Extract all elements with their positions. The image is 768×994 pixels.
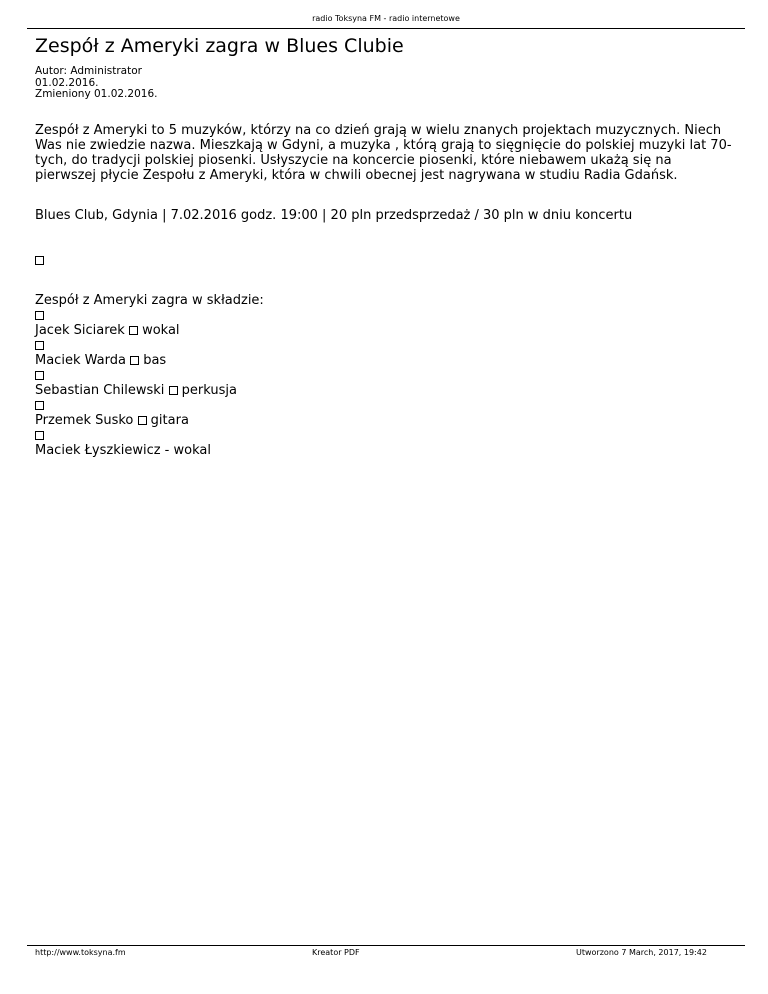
article-paragraph: Zespół z Ameryki to 5 muzyków, którzy na co dzień grają w wielu znanych projektach muzycznych. Niech Was nie zwiedzie nazwa. Mieszkają w Gdyni, a muzyka , którą grają to sięgnięcie do polskiej muzyki lat 70-tych, do tradycji polskiej piosenki. Usłyszycie na koncercie piosenki, które niebawem ukażą się na pierwszej płycie Zespołu z Ameryki, która w chwili obecnej jest nagrywana w studiu Radia Gdańsk. bbox=[35, 123, 732, 183]
placeholder-glyph-icon bbox=[35, 256, 44, 265]
page-header-site-title: radio Toksyna FM - radio internetowe bbox=[312, 14, 460, 23]
lineup-heading: Zespół z Ameryki zagra w składzie: bbox=[35, 293, 264, 308]
member-role: perkusja bbox=[181, 383, 237, 398]
placeholder-glyph-icon bbox=[130, 356, 139, 365]
date-line: 01.02.2016. bbox=[35, 76, 99, 89]
footer-created-timestamp: Utworzono 7 March, 2017, 19:42 bbox=[576, 948, 707, 957]
lineup-separator bbox=[35, 428, 735, 443]
footer-generator: Kreator PDF bbox=[312, 948, 360, 957]
member-name: Maciek Warda bbox=[35, 353, 126, 368]
placeholder-glyph-icon bbox=[35, 371, 44, 380]
footer-url-link[interactable]: http://www.toksyna.fm bbox=[35, 948, 126, 957]
footer-divider bbox=[27, 945, 745, 946]
placeholder-glyph-icon bbox=[35, 311, 44, 320]
lineup-member bbox=[35, 323, 735, 338]
lineup-member bbox=[35, 353, 735, 368]
lineup-member bbox=[35, 413, 735, 428]
lineup-member: Maciek Łyszkiewicz - wokal bbox=[35, 443, 211, 458]
article-title: Zespół z Ameryki zagra w Blues Clubie bbox=[35, 35, 404, 57]
missing-glyph-box bbox=[35, 253, 735, 268]
member-role: gitara bbox=[150, 413, 189, 428]
placeholder-glyph-icon bbox=[129, 326, 138, 335]
member-role: bas bbox=[143, 353, 167, 368]
author-line: Autor: Administrator bbox=[35, 65, 142, 77]
member-name: Przemek Susko bbox=[35, 413, 134, 428]
lineup-section bbox=[35, 293, 735, 458]
placeholder-glyph-icon bbox=[35, 401, 44, 410]
lineup-separator bbox=[35, 398, 735, 413]
placeholder-glyph-icon bbox=[138, 416, 147, 425]
header-divider bbox=[27, 28, 745, 29]
modified-line: Zmieniony 01.02.2016. bbox=[35, 88, 158, 100]
placeholder-glyph-icon bbox=[35, 431, 44, 440]
article-meta bbox=[35, 66, 157, 101]
member-name: Sebastian Chilewski bbox=[35, 383, 165, 398]
member-role: wokal bbox=[142, 323, 180, 338]
placeholder-glyph-icon bbox=[35, 341, 44, 350]
lineup-member bbox=[35, 383, 735, 398]
lineup-separator bbox=[35, 338, 735, 353]
member-name: Jacek Siciarek bbox=[35, 323, 125, 338]
lineup-separator bbox=[35, 368, 735, 383]
event-details: Blues Club, Gdynia | 7.02.2016 godz. 19:00 | 20 pln przedsprzedaż / 30 pln w dniu koncertu bbox=[35, 208, 633, 223]
lineup-separator bbox=[35, 308, 735, 323]
placeholder-glyph-icon bbox=[169, 386, 178, 395]
